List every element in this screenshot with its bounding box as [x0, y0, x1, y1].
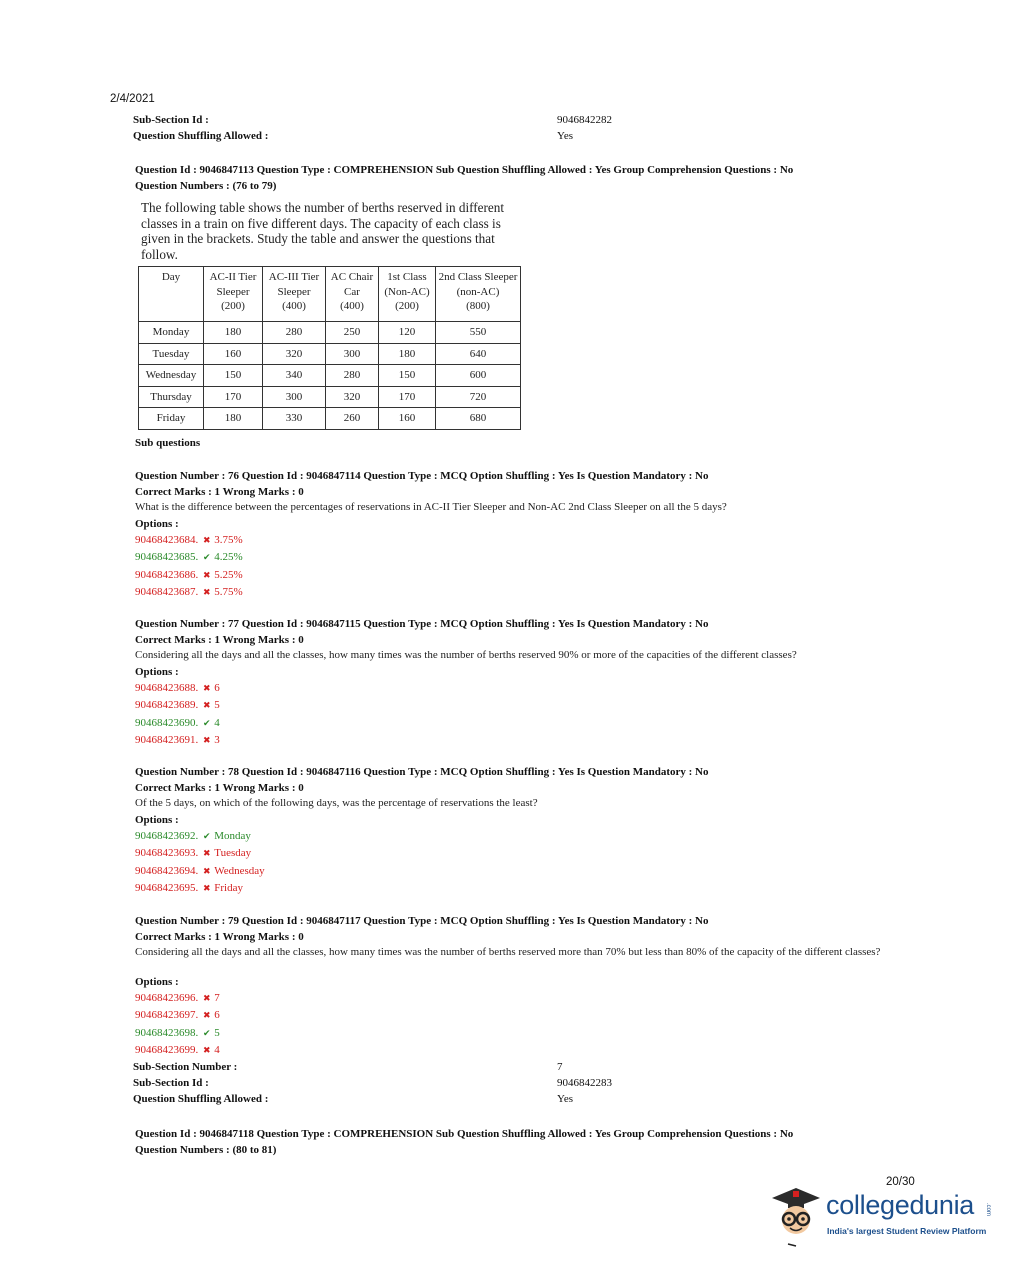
mascot-logo-icon	[766, 1180, 828, 1250]
option-item	[135, 568, 243, 582]
check-icon: ✔	[202, 1027, 211, 1038]
collegedunia-tagline: India's largest Student Review Platform	[827, 1226, 987, 1236]
table-cell-value: 280	[326, 365, 379, 387]
header-first-label: 1st Class (Non-AC)	[384, 271, 430, 298]
question-header: Question Number : 78 Question Id : 9046847116 Question Type : MCQ Option Shuffling : Yes Is Question Mandatory : No	[135, 766, 709, 778]
capacity-chair: (400)	[340, 300, 364, 312]
cross-icon: ✖	[202, 993, 211, 1003]
comprehension2-question-numbers: Question Numbers : (80 to 81)	[135, 1144, 277, 1156]
option-text: 3	[214, 733, 220, 746]
table-cell-value: 300	[326, 343, 379, 365]
header-ac2	[204, 267, 263, 322]
option-id: 90468423687.	[135, 585, 199, 598]
question-marks: Correct Marks : 1 Wrong Marks : 0	[135, 634, 304, 646]
option-id: 90468423685.	[135, 551, 199, 564]
option-id: 90468423699.	[135, 1043, 199, 1056]
table-cell-value: 180	[204, 408, 263, 430]
subsection2-shuffling-value: Yes	[557, 1093, 574, 1105]
question-text: Considering all the days and all the classes, how many times was the number of berths reserved more than 70% but less than 80% of the capacity of the different classes?	[135, 946, 881, 958]
option-item	[135, 881, 243, 895]
table-cell-value: 250	[326, 322, 379, 344]
option-text: 4	[214, 1043, 220, 1056]
option-text: 5.25%	[214, 568, 243, 581]
question-header: Question Number : 76 Question Id : 9046847114 Question Type : MCQ Option Shuffling : Yes Is Question Mandatory : No	[135, 470, 709, 482]
options-label: Options :	[135, 814, 179, 826]
table-cell-value: 170	[379, 386, 436, 408]
capacity-second: (800)	[466, 300, 490, 312]
check-icon: ✔	[202, 717, 211, 728]
capacity-ac2: (200)	[221, 300, 245, 312]
table-cell-value: 170	[204, 386, 263, 408]
table-cell-value: 280	[263, 322, 326, 344]
cross-icon: ✖	[202, 1010, 211, 1021]
option-item	[135, 698, 220, 712]
question-header: Question Number : 77 Question Id : 9046847115 Question Type : MCQ Option Shuffling : Yes Is Question Mandatory : No	[135, 618, 709, 630]
header-day-label: Day	[161, 271, 181, 283]
header-day	[139, 267, 204, 322]
question-text: Of the 5 days, on which of the following days, was the percentage of reservations the least?	[135, 797, 538, 809]
header-chair-label: AC Chair Car	[330, 271, 374, 298]
cross-icon: ✖	[202, 882, 211, 893]
option-id: 90468423692.	[135, 830, 199, 842]
cross-icon: ✖	[202, 1044, 211, 1055]
option-item	[135, 829, 251, 843]
header-chair	[326, 267, 379, 322]
option-id: 90468423694.	[135, 864, 199, 877]
check-icon: ✔	[202, 831, 211, 841]
options-label: Options :	[135, 666, 179, 678]
table-cell-value: 260	[326, 408, 379, 430]
sub-questions-label: Sub questions	[135, 437, 201, 449]
subsection2-number-value: 7	[557, 1061, 563, 1073]
question-text: Considering all the days and all the classes, how many times was the number of berths reserved 90% or more of the capacities of the different classes?	[135, 649, 797, 661]
table-cell-value: 320	[326, 386, 379, 408]
table-cell-day: Tuesday	[139, 343, 204, 365]
table-cell-value: 720	[436, 386, 521, 408]
table-cell-value: 550	[436, 322, 521, 344]
option-text: 5.75%	[214, 585, 243, 598]
header-ac3	[263, 267, 326, 322]
table-header-row	[139, 267, 521, 322]
options-label: Options :	[135, 976, 179, 988]
shuffling-label: Question Shuffling Allowed :	[133, 130, 269, 142]
option-item	[135, 864, 265, 878]
option-text: Wednesday	[214, 864, 265, 877]
option-id: 90468423693.	[135, 847, 199, 860]
option-text: 4	[214, 716, 220, 729]
option-id: 90468423689.	[135, 699, 199, 712]
option-id: 90468423696.	[135, 992, 199, 1004]
option-text: Monday	[214, 830, 251, 842]
table-cell-day: Friday	[139, 408, 204, 430]
option-id: 90468423686.	[135, 568, 199, 581]
option-item	[135, 846, 251, 860]
table-cell-value: 150	[204, 365, 263, 387]
option-item	[135, 1008, 220, 1022]
option-id: 90468423688.	[135, 682, 199, 694]
option-text: 6	[214, 682, 220, 694]
table-cell-value: 180	[379, 343, 436, 365]
option-text: Friday	[214, 881, 243, 894]
option-id: 90468423695.	[135, 881, 199, 894]
options-label: Options :	[135, 518, 179, 530]
header-ac3-label: AC-III Tier Sleeper	[268, 271, 320, 298]
option-item	[135, 1026, 220, 1040]
header-second-label: 2nd Class Sleeper (non-AC)	[438, 271, 518, 298]
table-cell-value: 600	[436, 365, 521, 387]
question-marks: Correct Marks : 1 Wrong Marks : 0	[135, 486, 304, 498]
subsection2-id-value: 9046842283	[557, 1077, 612, 1089]
option-id: 90468423690.	[135, 716, 199, 729]
subsection2-id-label: Sub-Section Id :	[133, 1077, 209, 1089]
option-item	[135, 991, 220, 1005]
comprehension-passage: The following table shows the number of berths reserved in different classes in a train on five different days. The capacity of each class is given in the brackets. Study the table and answer the questions that follow.	[141, 200, 505, 262]
table-row	[139, 322, 521, 344]
option-item	[135, 1043, 220, 1057]
table-cell-value: 160	[379, 408, 436, 430]
collegedunia-logo-text: collegedunia	[826, 1190, 975, 1220]
cross-icon: ✖	[202, 586, 211, 597]
option-item	[135, 585, 243, 599]
question-text: What is the difference between the percentages of reservations in AC-II Tier Sleeper and Non-AC 2nd Class Sleeper on all the 5 days?	[135, 501, 727, 513]
option-id: 90468423691.	[135, 733, 199, 746]
subsection-id-label: Sub-Section Id :	[133, 114, 209, 126]
option-text: 4.25%	[214, 551, 243, 564]
table-cell-value: 160	[204, 343, 263, 365]
option-text: Tuesday	[214, 847, 252, 860]
comprehension-question-numbers: Question Numbers : (76 to 79)	[135, 180, 277, 192]
option-text: 5	[214, 1026, 220, 1039]
cross-icon: ✖	[202, 569, 211, 580]
table-cell-value: 680	[436, 408, 521, 430]
question-marks: Correct Marks : 1 Wrong Marks : 0	[135, 931, 304, 943]
capacity-first: (200)	[395, 300, 419, 312]
option-item	[135, 550, 243, 564]
option-item	[135, 716, 220, 730]
table-cell-value: 120	[379, 322, 436, 344]
table-cell-value: 330	[263, 408, 326, 430]
comprehension2-header: Question Id : 9046847118 Question Type : COMPREHENSION Sub Question Shuffling Allowed : Yes Group Comprehension Questions : No	[135, 1128, 794, 1140]
check-icon: ✔	[202, 552, 211, 563]
page-number: 20/30	[886, 1176, 915, 1188]
table-cell-value: 640	[436, 343, 521, 365]
capacity-ac3: (400)	[282, 300, 306, 312]
option-text: 6	[214, 1009, 220, 1022]
option-item	[135, 733, 220, 747]
table-cell-value: 340	[263, 365, 326, 387]
cross-icon: ✖	[202, 734, 211, 745]
table-cell-value: 150	[379, 365, 436, 387]
comprehension-header: Question Id : 9046847113 Question Type : COMPREHENSION Sub Question Shuffling Allowed : Yes Group Comprehension Questions : No	[135, 164, 794, 176]
question-marks: Correct Marks : 1 Wrong Marks : 0	[135, 782, 304, 794]
option-item	[135, 681, 220, 695]
option-id: 90468423684.	[135, 534, 199, 546]
cross-icon: ✖	[202, 535, 211, 545]
subsection2-number-label: Sub-Section Number :	[133, 1061, 238, 1073]
table-row	[139, 386, 521, 408]
header-ac2-label: AC-II Tier Sleeper	[209, 271, 257, 298]
shuffling-value: Yes	[557, 130, 574, 142]
option-item	[135, 533, 243, 547]
table-cell-value: 300	[263, 386, 326, 408]
table-cell-day: Monday	[139, 322, 204, 344]
option-id: 90468423698.	[135, 1026, 199, 1039]
collegedunia-logo-com: .com	[985, 1203, 991, 1217]
table-cell-day: Wednesday	[139, 365, 204, 387]
header-first	[379, 267, 436, 322]
subsection2-shuffling-label: Question Shuffling Allowed :	[133, 1093, 269, 1105]
option-text: 3.75%	[214, 534, 243, 546]
option-id: 90468423697.	[135, 1009, 199, 1022]
print-date: 2/4/2021	[110, 93, 155, 105]
cross-icon: ✖	[202, 700, 211, 711]
table-cell-value: 180	[204, 322, 263, 344]
question-header: Question Number : 79 Question Id : 9046847117 Question Type : MCQ Option Shuffling : Yes Is Question Mandatory : No	[135, 915, 709, 927]
header-second	[436, 267, 521, 322]
table-cell-day: Thursday	[139, 386, 204, 408]
option-text: 7	[214, 992, 220, 1004]
table-row	[139, 343, 521, 365]
cross-icon: ✖	[202, 848, 211, 859]
table-cell-value: 320	[263, 343, 326, 365]
subsection-id-value: 9046842282	[557, 114, 612, 126]
berths-table	[138, 266, 521, 430]
table-row	[139, 408, 521, 430]
cross-icon: ✖	[202, 865, 211, 876]
cross-icon: ✖	[202, 683, 211, 693]
table-row	[139, 365, 521, 387]
option-text: 5	[214, 699, 220, 712]
